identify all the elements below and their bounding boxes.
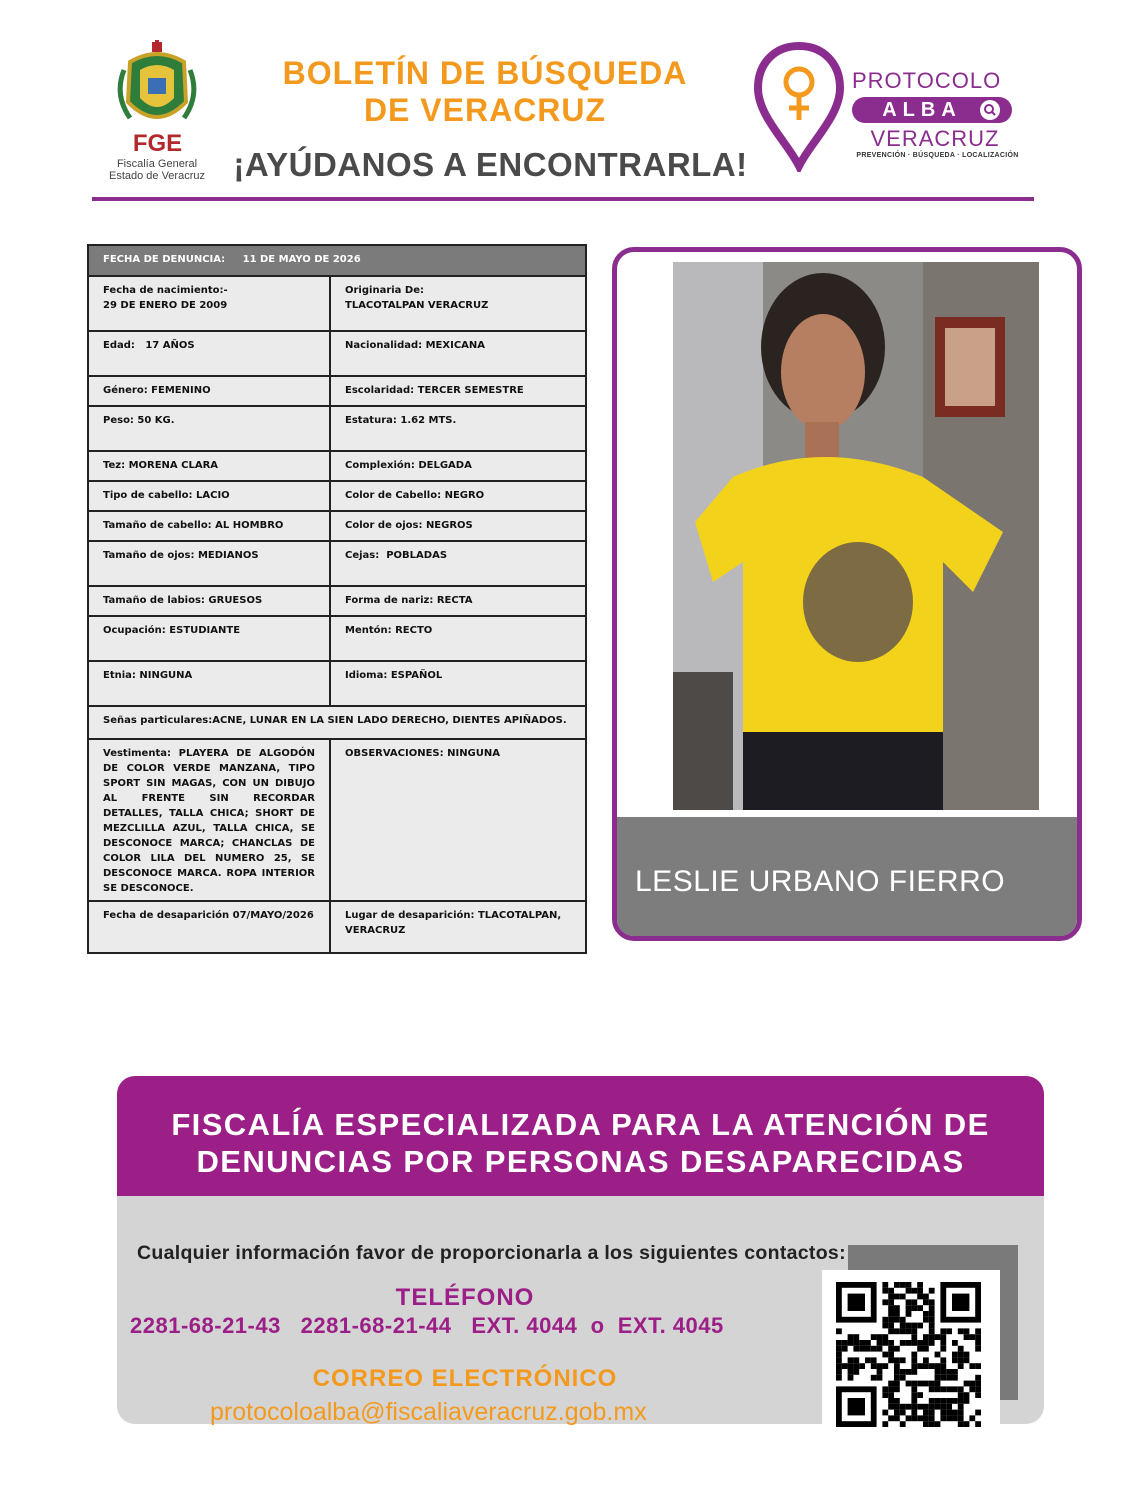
phone-label: TELÉFONO: [395, 1284, 535, 1311]
birth-date-label: Fecha de nacimiento:-: [103, 285, 228, 296]
hair-type-cell: Tipo de cabello: LACIO: [88, 481, 330, 511]
hair-length-cell: Tamaño de cabello: AL HOMBRO: [88, 511, 330, 541]
prosecutor-office-title-line1: FISCALÍA ESPECIALIZADA PARA LA ATENCIÓN DE: [171, 1107, 990, 1142]
fge-subtitle: [96, 158, 218, 182]
bulletin-title-line1: BOLETÍN DE BÚSQUEDA: [282, 55, 688, 91]
eyebrows-cell: Cejas: POBLADAS: [330, 541, 586, 586]
alba-pill: [852, 97, 1012, 123]
age-cell: Edad: 17 AÑOS: [88, 331, 330, 376]
occupation-cell: Ocupación: ESTUDIANTE: [88, 616, 330, 661]
person-photo: [673, 262, 1039, 810]
call-to-action-heading: ¡AYÚDANOS A ENCONTRARLA!: [233, 146, 748, 183]
contact-instructions: Cualquier información favor de proporcionarla a los siguientes contactos:: [137, 1242, 846, 1264]
qr-code-icon[interactable]: [822, 1270, 1000, 1440]
nationality-cell: Nacionalidad: MEXICANA: [330, 331, 586, 376]
phone-numbers[interactable]: 2281-68-21-43 2281-68-21-44 EXT. 4044 o EXT. 4045: [130, 1313, 724, 1338]
disappearance-date-cell: Fecha de desaparición 07/MAYO/2026: [88, 901, 330, 953]
fge-subtitle-line1: Fiscalía General: [116, 158, 198, 170]
alba-tagline: PREVENCIÓN · BÚSQUEDA · LOCALIZACIÓN: [856, 152, 1019, 159]
clothing-cell: Vestimenta: PLAYERA DE ALGODÓN DE COLOR VERDE MANZANA, TIPO SPORT SIN MAGAS, CON UN DIBUJO AL FRENTE SIN RECORDAR DETALLES, TALLA CHICA; SHORT DE MEZCLILLA AZUL, TALLA CHICA, SE DESCONOCE MARCA; CHANCLAS DE COLOR LILA DEL NUMERO 25, SE DESCONOCE MARCA. ROPA INTERIOR SE DESCONOCE.: [88, 739, 330, 901]
person-photo-card: [612, 247, 1082, 941]
ethnicity-cell: Etnia: NINGUNA: [88, 661, 330, 706]
schooling-cell: Escolaridad: TERCER SEMESTRE: [330, 376, 586, 406]
header-divider: [92, 197, 1034, 201]
alba-protocolo-word: PROTOCOLO: [852, 68, 1002, 93]
distinguishing-marks-cell: Señas particulares:ACNE, LUNAR EN LA SIEN LADO DERECHO, DIENTES APIÑADOS.: [88, 706, 586, 739]
alba-veracruz-word: VERACRUZ: [870, 126, 1000, 151]
report-date-label: FECHA DE DENUNCIA:: [103, 254, 226, 265]
build-cell: Complexión: DELGADA: [330, 451, 586, 481]
height-cell: Estatura: 1.62 MTS.: [330, 406, 586, 451]
fge-acronym: FGE: [132, 130, 183, 157]
hair-color-cell: Color de Cabello: NEGRO: [330, 481, 586, 511]
chin-cell: Mentón: RECTO: [330, 616, 586, 661]
disappearance-place-cell: Lugar de desaparición: TLACOTALPAN, VERACRUZ: [330, 901, 586, 953]
eye-color-cell: Color de ojos: NEGROS: [330, 511, 586, 541]
weight-cell: Peso: 50 KG.: [88, 406, 330, 451]
language-cell: Idioma: ESPAÑOL: [330, 661, 586, 706]
birth-date-cell: [88, 276, 330, 331]
origin-label: Originaria De:: [345, 285, 424, 296]
alba-word: ALBA: [882, 99, 962, 121]
observations-cell: OBSERVACIONES: NINGUNA: [330, 739, 586, 901]
prosecutor-office-title: [117, 1106, 1044, 1180]
search-icon: [980, 100, 1000, 120]
prosecutor-office-banner: [117, 1076, 1044, 1196]
complexion-tone-cell: Tez: MORENA CLARA: [88, 451, 330, 481]
lip-size-cell: Tamaño de labios: GRUESOS: [88, 586, 330, 616]
person-name: LESLIE URBANO FIERRO: [635, 865, 1006, 898]
birth-date-value: 29 DE ENERO DE 2009: [103, 300, 228, 311]
alba-location-pin-icon: [752, 42, 846, 172]
origin-cell: [330, 276, 586, 331]
missing-person-info-table: [87, 244, 587, 954]
report-date-value: 11 DE MAYO DE 2026: [242, 254, 361, 265]
eye-size-cell: Tamaño de ojos: MEDIANOS: [88, 541, 330, 586]
fge-subtitle-line2: Estado de Veracruz: [108, 170, 205, 182]
prosecutor-office-title-line2: DENUNCIAS POR PERSONAS DESAPARECIDAS: [196, 1144, 965, 1179]
report-date-cell: [88, 245, 586, 276]
nose-shape-cell: Forma de nariz: RECTA: [330, 586, 586, 616]
bulletin-title-line2: DE VERACRUZ: [363, 92, 607, 128]
email-label: CORREO ELECTRÓNICO: [312, 1365, 618, 1392]
gender-cell: Género: FEMENINO: [88, 376, 330, 406]
origin-value: TLACOTALPAN VERACRUZ: [345, 300, 489, 311]
email-link[interactable]: protocoloalba@fiscaliaveracruz.gob.mx: [210, 1398, 647, 1426]
person-name-bar: [617, 817, 1077, 936]
